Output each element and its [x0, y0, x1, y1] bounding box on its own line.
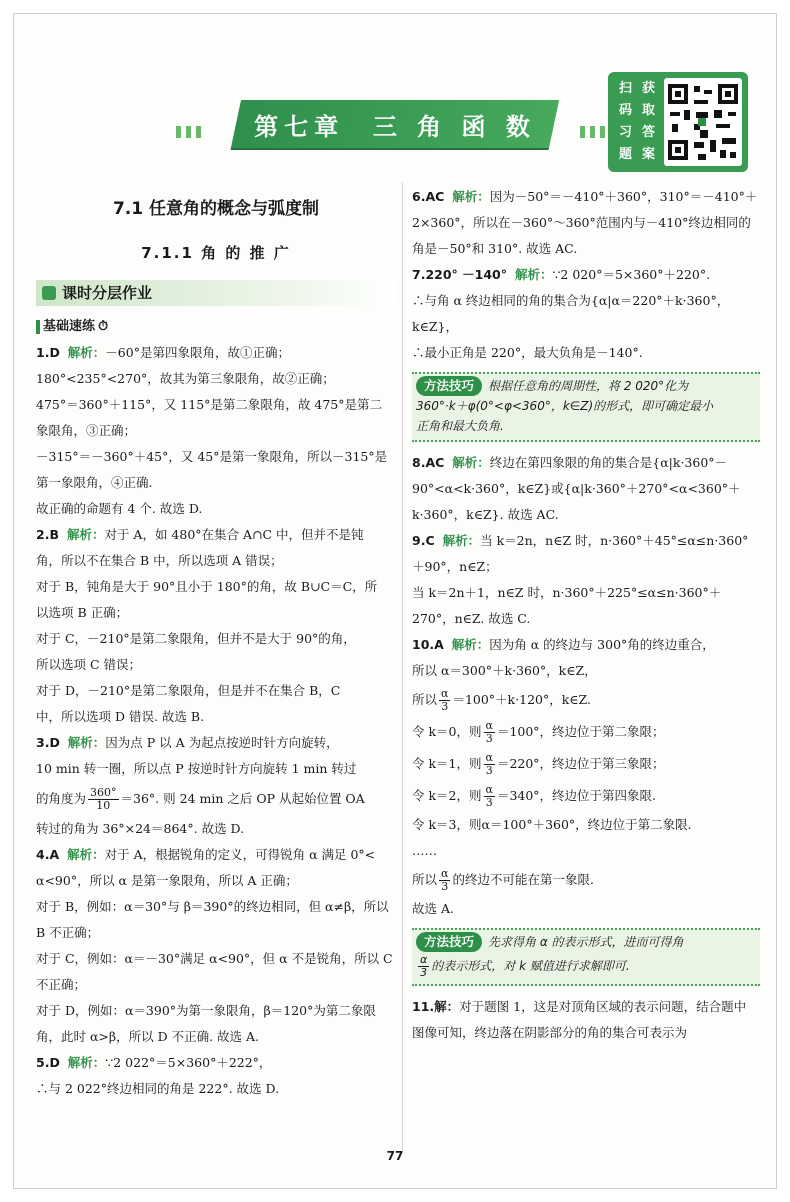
answer-text: …… — [412, 843, 437, 858]
answer-text: 10 min 转一圈，所以点 P 按逆时针方向旋转 1 min 转过 — [36, 761, 357, 776]
analysis-label: 解析： — [67, 735, 106, 750]
answer-text: ＝340°，终边位于第四象限. — [496, 788, 657, 803]
answer-text: 对于 C，例如：α＝－30°满足 α<90°，但 α 不是锐角，所以 C — [36, 951, 393, 966]
fraction: $\frac{\alpha}{3}$ — [485, 719, 493, 745]
answer-text: 对于 D，例如：α＝390°为第一象限角，β＝120°为第二象限 — [36, 1003, 376, 1018]
answer-text: 所以 — [412, 692, 438, 707]
answer-text: 令 k＝3，则 — [412, 817, 482, 832]
left-column — [36, 184, 396, 1102]
answer-text: 不正确； — [36, 977, 87, 992]
answer-text: ＝100°＋360°，终边位于第二象限. — [489, 817, 692, 832]
analysis-label: 解析： — [452, 189, 490, 204]
answer-text: 中，所以选项 D 错误. 故选 B. — [36, 709, 205, 724]
chapter-title: 第七章 三 角 函 数 — [254, 112, 536, 141]
answer-text: 角，所以不在集合 B 中，所以选项 A 错误； — [36, 553, 283, 568]
homework-banner-label: 课时分层作业 — [62, 284, 153, 302]
answer-text: 第一象限角，④正确. — [36, 475, 153, 490]
answer-key: 10.A — [412, 637, 444, 652]
answer-key: 6.AC — [412, 189, 445, 204]
analysis-label: 解析： — [67, 1055, 106, 1070]
answer-text: －315°＝－360°＋45°，又 45°是第一象限角，所以－315°是 — [36, 449, 388, 464]
answer-text: 的角度为 — [36, 791, 87, 806]
header-stripes-left — [176, 126, 201, 138]
homework-banner — [36, 280, 396, 306]
tip-text: 先求得角 α 的表示形式，进而可得角 — [488, 935, 684, 949]
answer-colon: ： — [446, 999, 460, 1014]
answer-text: 故选 A. — [412, 901, 454, 916]
fraction: $\frac{\alpha}{3}$ — [485, 751, 493, 777]
answer-text: B 不正确； — [36, 925, 100, 940]
answer-text: 角是－50°和 310°. 故选 AC. — [412, 241, 578, 256]
answer-text: k∈Z}， — [412, 319, 458, 334]
method-tip-box — [412, 372, 760, 442]
analysis-label: 解析： — [67, 847, 105, 862]
answer-q11 — [412, 994, 760, 1046]
analysis-label: 解析： — [514, 267, 553, 282]
answer-q7 — [412, 262, 760, 366]
answer-key: 2.B — [36, 527, 59, 542]
right-column — [412, 184, 760, 1046]
answer-text: 令 k＝0，则 — [412, 724, 482, 739]
answer-text: 对于 D，－210°是第二象限角，但是并不在集合 B，C — [36, 683, 341, 698]
answer-key: 4.A — [36, 847, 60, 862]
answer-text: 角，此时 α>β，所以 D 不正确. 故选 A. — [36, 1029, 260, 1044]
heading-bar-icon — [36, 320, 40, 334]
answer-text: 象限角，③正确； — [36, 423, 137, 438]
answer-text: 因为－50°＝－410°＋360°，310°＝－410°＋ — [489, 189, 758, 204]
qr-char: 码 — [618, 103, 632, 118]
jichu-label: 基础速练 — [43, 319, 96, 334]
answer-text: 270°，n∈Z. 故选 C. — [412, 611, 531, 626]
answer-q9 — [412, 528, 760, 632]
clock-icon: ⏱ — [98, 319, 109, 334]
answer-text: 475°＝360°＋115°，又 115°是第二象限角，故 475°是第二 — [36, 397, 382, 412]
answer-text: 对于 C，－210°是第二象限角，但并不是大于 90°的角， — [36, 631, 356, 646]
answer-q2 — [36, 522, 396, 730]
qr-char: 习 — [618, 125, 632, 140]
answer-q3 — [36, 730, 396, 842]
answer-text: 90°<α<k·360°，k∈Z}或{α|k·360°＋270°<α<360°＋ — [412, 481, 741, 496]
answer-key: 1.D — [36, 345, 60, 360]
fraction: $\frac{\alpha}{3}$ — [441, 867, 449, 893]
qr-char: 获 — [641, 81, 655, 96]
answer-text: 2×360°，所以在－360°～360°范围内与－410°终边相同的 — [412, 215, 751, 230]
fraction: $\frac{\alpha}{3}$ — [485, 783, 493, 809]
analysis-label: 解析： — [442, 533, 481, 548]
answer-text: ＝36°. 则 24 min 之后 OP 从起始位置 OA — [120, 791, 365, 806]
answer-key: 8.AC — [412, 455, 445, 470]
jichu-heading — [36, 314, 396, 340]
answer-text: 对于 B，钝角是大于 90°且小于 180°的角，故 B∪C＝C，所 — [36, 579, 378, 594]
answer-text: 转过的角为 36°×24＝864°. 故选 D. — [36, 821, 245, 836]
answer-text: ∴与 2 022°终边相同的角是 222°. 故选 D. — [36, 1081, 280, 1096]
analysis-label: 解析： — [66, 527, 105, 542]
answer-text: －60°是第四象限角，故①正确； — [105, 345, 290, 360]
answer-text: ∴与角 α 终边相同的角的集合为{α|α＝220°＋k·360°， — [412, 293, 730, 308]
answer-text: k·360°，k∈Z}. 故选 AC. — [412, 507, 559, 522]
qr-char: 扫 — [618, 81, 632, 96]
qr-char: 案 — [641, 147, 655, 162]
answer-text: ＝220°，终边位于第三象限； — [496, 756, 665, 771]
answer-q6 — [412, 184, 760, 262]
fraction: $\frac{\alpha}{3}$ — [441, 687, 449, 713]
answer-key: 11.解 — [412, 999, 447, 1014]
analysis-label: 解析： — [451, 637, 490, 652]
answer-text: 所以 — [412, 872, 438, 887]
answer-text: 所以 α＝300°＋k·360°，k∈Z， — [412, 663, 597, 678]
answer-text: 故正确的命题有 4 个. 故选 D. — [36, 501, 203, 516]
answer-q10: 10.A 解析：因为角 α 的终边与 300°角的终边重合， 所以 α＝300°＋k·360°，k∈Z， 所以 $\frac{\alpha}{3}$ ＝100°＋k·120°，k∈Z. 令 k＝0，则 $\frac{\alpha}{3}$ ＝100°，终边位于第二象限； 令 k＝1，则 $\frac{\alpha}{3}$ ＝220°，终边位于第三象限； 令 k＝2，则 $\frac{\alpha}{3}$ ＝340°，终边位于第四象限. 令 k＝3，则α＝100°＋360°，终边位于第二象限. …… 所以 $\frac{\alpha}{3}$ 的终边不可能在第一象限. 故选 A. — [412, 632, 760, 922]
answer-text: 所以选项 C 错误； — [36, 657, 142, 672]
answer-key: 9.C — [412, 533, 435, 548]
answer-text: 令 k＝2，则 — [412, 788, 482, 803]
section-title: 7.1 任意角的概念与弧度制 — [112, 199, 320, 219]
tip-text: 正角和最大负角. — [416, 419, 504, 433]
answer-q1 — [36, 340, 396, 522]
answer-text: 终边在第四象限的角的集合是{α|k·360°－ — [489, 455, 728, 470]
page-number: 77 — [386, 1149, 404, 1163]
tip-text: 的表示形式，对 k 赋值进行求解即可. — [431, 959, 630, 973]
answer-text: α<90°，所以 α 是第一象限角，所以 A 正确； — [36, 873, 298, 888]
qr-char: 题 — [618, 147, 632, 162]
book-icon — [42, 286, 56, 300]
fraction: $\frac{360^\circ}{10}$ — [90, 786, 117, 812]
method-tip-box — [412, 928, 760, 986]
analysis-label: 解析： — [452, 455, 490, 470]
answer-text: 对于题图 1，这是对顶角区域的表示问题，结合题中 — [459, 999, 747, 1014]
answer-key: 5.D — [36, 1055, 60, 1070]
answer-text: 当 k＝2n＋1，n∈Z 时，n·360°＋225°≤α≤n·360°＋ — [412, 585, 722, 600]
answer-text: 以选项 B 正确； — [36, 605, 129, 620]
fraction: $\frac{\alpha}{3}$ — [420, 953, 428, 979]
method-tip-badge: 方法技巧 — [416, 932, 482, 952]
page — [13, 13, 777, 1189]
answer-text: ∵2 020°＝5×360°＋220°. — [552, 267, 711, 282]
answer-key: 7.220° －140° — [412, 267, 507, 282]
answer-text: 180°<235°<270°，故其为第三象限角，故②正确； — [36, 371, 335, 386]
answer-text: ＋90°，n∈Z； — [412, 559, 498, 574]
tip-text: 根据任意角的周期性，将 2 020°化为 — [488, 379, 689, 393]
column-divider — [402, 182, 403, 1152]
answer-text: 对于 A，根据锐角的定义，可得锐角 α 满足 0°< — [104, 847, 376, 862]
method-tip-badge: 方法技巧 — [416, 376, 482, 396]
answer-q4 — [36, 842, 396, 1050]
answer-text: ∵2 022°＝5×360°＋222°， — [105, 1055, 272, 1070]
qr-char: 取 — [641, 103, 655, 118]
tip-text: 360°·k＋φ(0°<φ<360°，k∈Z)的形式，即可确定最小 — [416, 399, 714, 413]
qr-label — [614, 78, 660, 166]
answer-text: 当 k＝2n，n∈Z 时，n·360°＋45°≤α≤n·360° — [480, 533, 749, 548]
answer-text: ＝100°＋k·120°，k∈Z. — [452, 692, 591, 707]
qr-code[interactable] — [664, 78, 742, 166]
analysis-label: 解析： — [67, 345, 106, 360]
subsection-title: 7.1.1 角 的 推 广 — [141, 244, 291, 262]
header-stripes-right — [580, 126, 605, 138]
answer-text: 因为点 P 以 A 为起点按逆时针方向旋转， — [105, 735, 339, 750]
answer-text: 对于 A，如 480°在集合 A∩C 中，但并不是钝 — [104, 527, 364, 542]
answer-key: 3.D — [36, 735, 60, 750]
answer-text: 令 k＝1，则 — [412, 756, 482, 771]
qr-char: 答 — [641, 125, 655, 140]
answer-text: 对于 B，例如：α＝30°与 β＝390°的终边相同，但 α≠β，所以 — [36, 899, 389, 914]
answer-q5 — [36, 1050, 396, 1102]
answer-text: 图像可知，终边落在阴影部分的角的集合可表示为 — [412, 1025, 688, 1040]
answer-text: 的终边不可能在第一象限. — [452, 872, 594, 887]
answer-q8 — [412, 450, 760, 528]
answer-text: ∴最小正角是 220°，最大负角是－140°. — [412, 345, 643, 360]
answer-text: ＝100°，终边位于第二象限； — [496, 724, 665, 739]
answer-text: 因为角 α 的终边与 300°角的终边重合， — [489, 637, 715, 652]
